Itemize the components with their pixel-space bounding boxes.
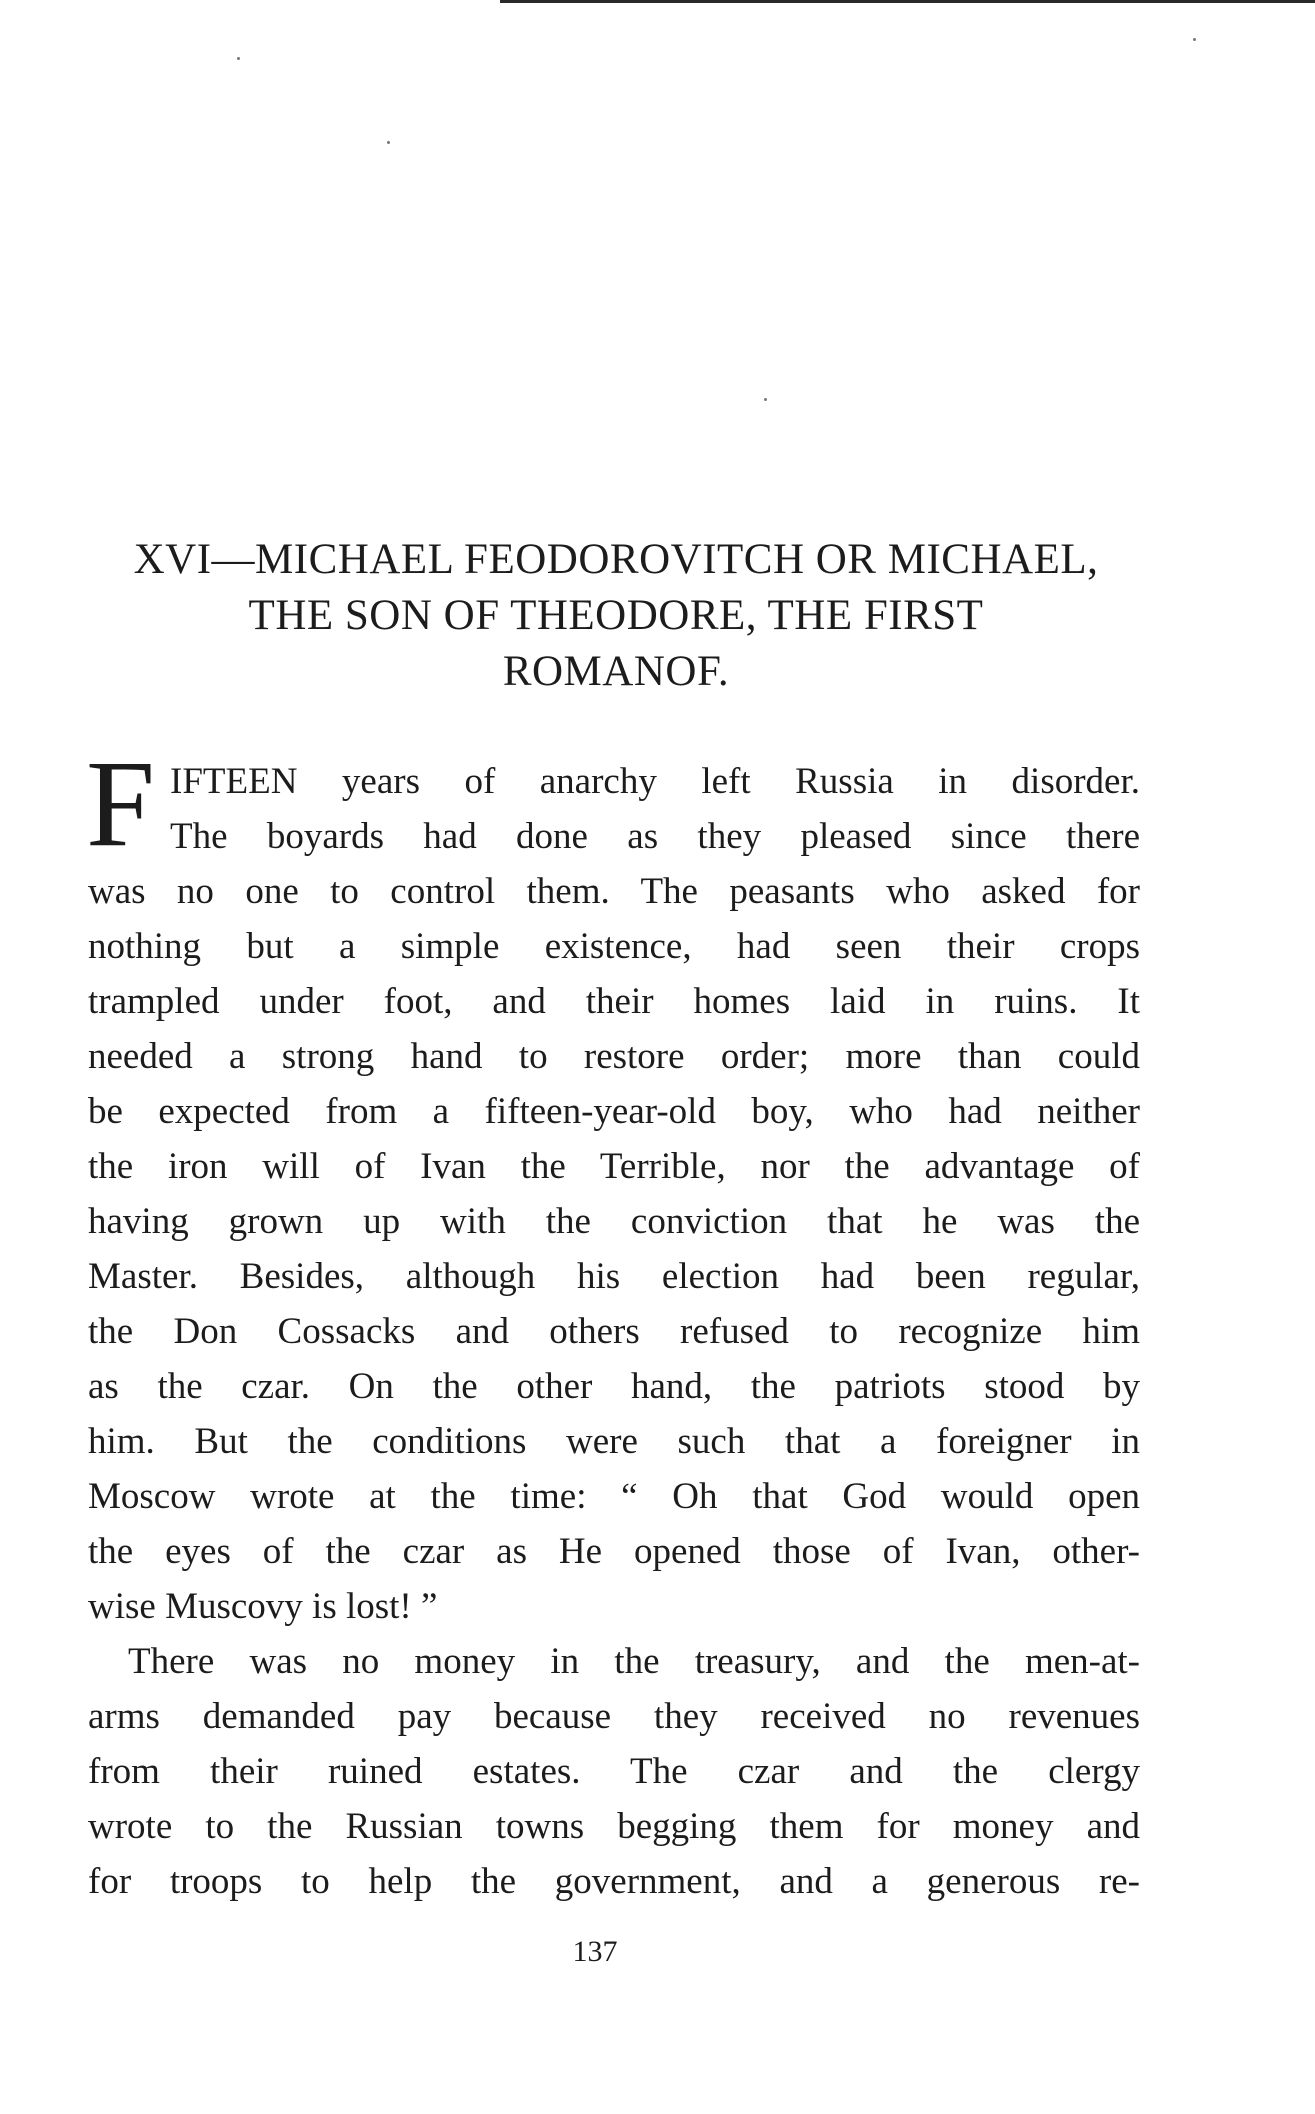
paper-speck bbox=[1193, 38, 1196, 41]
text-line: the eyes of the czar as He opened those of Ivan, other- bbox=[88, 1531, 1140, 1572]
text-line: was no one to control them. The peasants who asked for bbox=[88, 871, 1140, 912]
text-line: the iron will of Ivan the Terrible, nor the advantage of bbox=[88, 1146, 1140, 1187]
text-line: nothing but a simple existence, had seen their crops bbox=[88, 926, 1140, 967]
text-line: him. But the conditions were such that a foreigner in bbox=[88, 1421, 1140, 1462]
text-line: Master. Besides, although his election had been regular, bbox=[88, 1256, 1140, 1297]
chapter-heading-line-3: ROMANOF. bbox=[502, 648, 730, 695]
text-line: The boyards had done as they pleased since there bbox=[170, 816, 1140, 857]
text-line: IFTEEN years of anarchy left Russia in disorder. bbox=[170, 761, 1140, 802]
paper-speck bbox=[387, 141, 390, 144]
paper-speck bbox=[237, 57, 240, 60]
chapter-heading bbox=[86, 532, 1146, 700]
text-line: needed a strong hand to restore order; more than could bbox=[88, 1036, 1140, 1077]
paragraph-1 bbox=[88, 754, 1140, 1634]
body-text bbox=[88, 754, 1140, 1909]
text-line: wise Muscovy is lost! ” bbox=[88, 1586, 438, 1627]
text-line: be expected from a fifteen-year-old boy, who had neither bbox=[88, 1091, 1140, 1132]
text-line: trampled under foot, and their homes laid in ruins. It bbox=[88, 981, 1140, 1022]
drop-cap: F bbox=[86, 735, 155, 872]
text-line: Moscow wrote at the time: “ Oh that God would open bbox=[88, 1476, 1140, 1517]
chapter-heading-line-2: THE SON OF THEODORE, THE FIRST bbox=[248, 592, 984, 639]
text-line: arms demanded pay because they received no revenues bbox=[88, 1696, 1140, 1737]
paper-speck bbox=[764, 398, 767, 401]
text-line: from their ruined estates. The czar and the clergy bbox=[88, 1751, 1140, 1792]
text-line: for troops to help the government, and a generous re- bbox=[88, 1861, 1140, 1902]
text-line: the Don Cossacks and others refused to recognize him bbox=[88, 1311, 1140, 1352]
text-line: wrote to the Russian towns begging them for money and bbox=[88, 1806, 1140, 1847]
text-line: as the czar. On the other hand, the patriots stood by bbox=[88, 1366, 1140, 1407]
chapter-heading-line-1: XVI—MICHAEL FEODOROVITCH OR MICHAEL, bbox=[133, 536, 1099, 583]
page-number: 137 bbox=[572, 1935, 618, 1968]
paragraph-2 bbox=[88, 1634, 1140, 1909]
top-edge-rule bbox=[500, 0, 1315, 3]
text-line: There was no money in the treasury, and the men-at- bbox=[128, 1641, 1140, 1682]
text-line: having grown up with the conviction that he was the bbox=[88, 1201, 1140, 1242]
